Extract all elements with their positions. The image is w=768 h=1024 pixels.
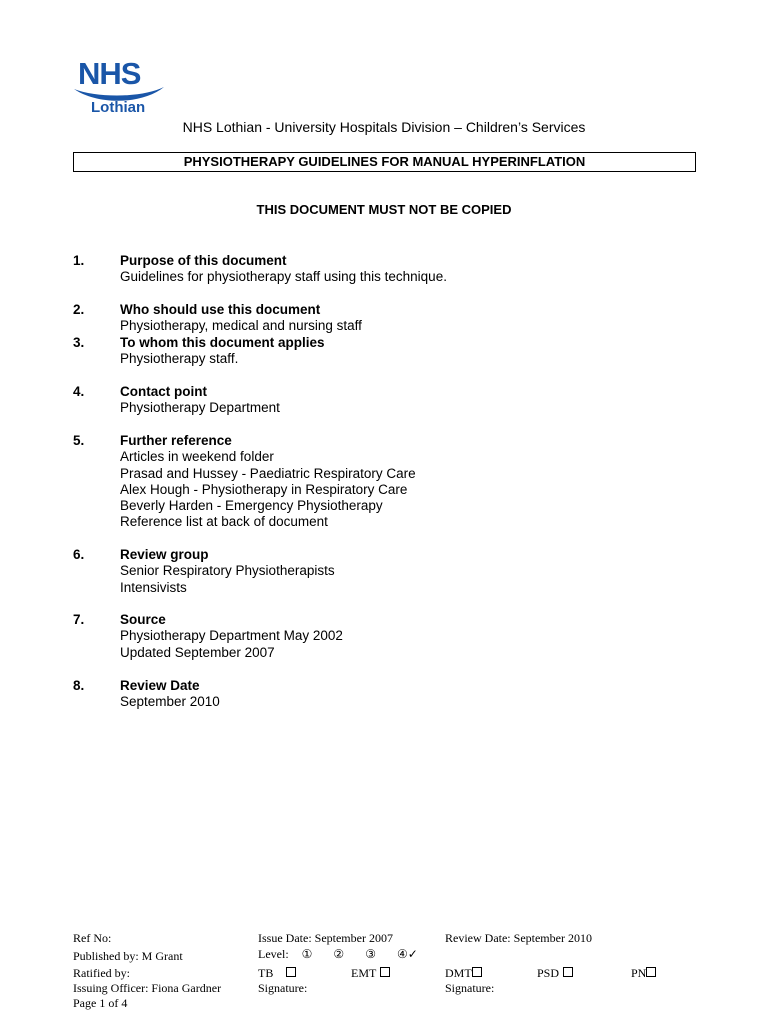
division-heading: NHS Lothian - University Hospitals Division – Children’s Services [182,119,586,135]
section-line: September 2010 [120,694,220,710]
section-number: 4. [73,384,85,399]
section-line: Prasad and Hussey - Paediatric Respiratory Care [120,465,416,481]
psd-checkbox-icon [563,967,573,977]
document-title: PHYSIOTHERAPY GUIDELINES FOR MANUAL HYPERINFLATION [73,152,696,172]
section-line: Senior Respiratory Physiotherapists [120,563,335,579]
section-line: Alex Hough - Physiotherapy in Respiratory Care [120,481,408,497]
dmt-label: DMT [445,966,472,980]
footer-pn [631,966,656,981]
footer-page-number: Page 1 of 4 [73,996,128,1010]
section-line: Articles in weekend folder [120,449,274,465]
section-number: 1. [73,253,85,268]
section-heading: Purpose of this document [120,253,287,268]
section-line: Physiotherapy, medical and nursing staff [120,318,362,334]
section-heading: To whom this document applies [120,335,325,350]
dmt-checkbox-icon [472,967,482,977]
section-line: Physiotherapy staff. [120,351,239,367]
logo-nhs-text: NHS [78,56,141,91]
section-line: Physiotherapy Department May 2002 [120,628,343,644]
section-line: Physiotherapy Department [120,400,280,416]
copy-warning: THIS DOCUMENT MUST NOT BE COPIED [256,202,512,217]
section-line: Updated September 2007 [120,644,275,660]
section-number: 2. [73,302,85,317]
footer-ratified-by: Ratified by: [73,966,130,980]
tb-checkbox-icon [286,967,296,977]
level-option-1: ① [301,947,313,961]
section-heading: Contact point [120,384,207,399]
section-number: 5. [73,433,85,448]
footer-issue-date: Issue Date: September 2007 [258,931,393,945]
section-heading: Review Date [120,678,200,693]
section-heading: Further reference [120,433,232,448]
footer-dmt [445,966,482,981]
footer-review-date: Review Date: September 2010 [445,931,592,945]
level-label: Level: [258,947,289,961]
level-option-3: ③ [365,947,376,961]
footer-signature-2: Signature: [445,981,495,995]
footer-published-by: Published by: M Grant [73,949,183,963]
section-line: Intensivists [120,579,187,595]
section-line: Reference list at back of document [120,514,328,530]
footer-signature-1: Signature: [258,981,308,995]
level-option-2: ② [333,947,345,961]
footer-ref-no: Ref No: [73,931,112,945]
section-heading: Review group [120,547,209,562]
logo-region-text: Lothian [91,99,146,116]
section-heading: Source [120,612,166,627]
tb-label: TB [258,966,274,980]
section-number: 7. [73,612,85,627]
section-number: 6. [73,547,85,562]
section-number: 8. [73,678,85,693]
section-number: 3. [73,335,85,350]
level-option-4-checked: ④✓ [396,947,418,961]
pn-checkbox-icon [646,967,656,977]
section-line: Guidelines for physiotherapy staff using this technique. [120,269,447,285]
footer-issuing-officer: Issuing Officer: Fiona Gardner [73,981,222,995]
footer-level [258,947,418,962]
section-line: Beverly Harden - Emergency Physiotherapy [120,498,383,514]
footer-emt [351,966,390,981]
pn-label: PN [631,966,647,980]
section-heading: Who should use this document [120,302,321,317]
nhs-lothian-logo [72,57,166,117]
footer-psd [537,966,573,981]
emt-checkbox-icon [380,967,390,977]
footer-tb [258,966,296,981]
psd-label: PSD [537,966,560,980]
emt-label: EMT [351,966,377,980]
